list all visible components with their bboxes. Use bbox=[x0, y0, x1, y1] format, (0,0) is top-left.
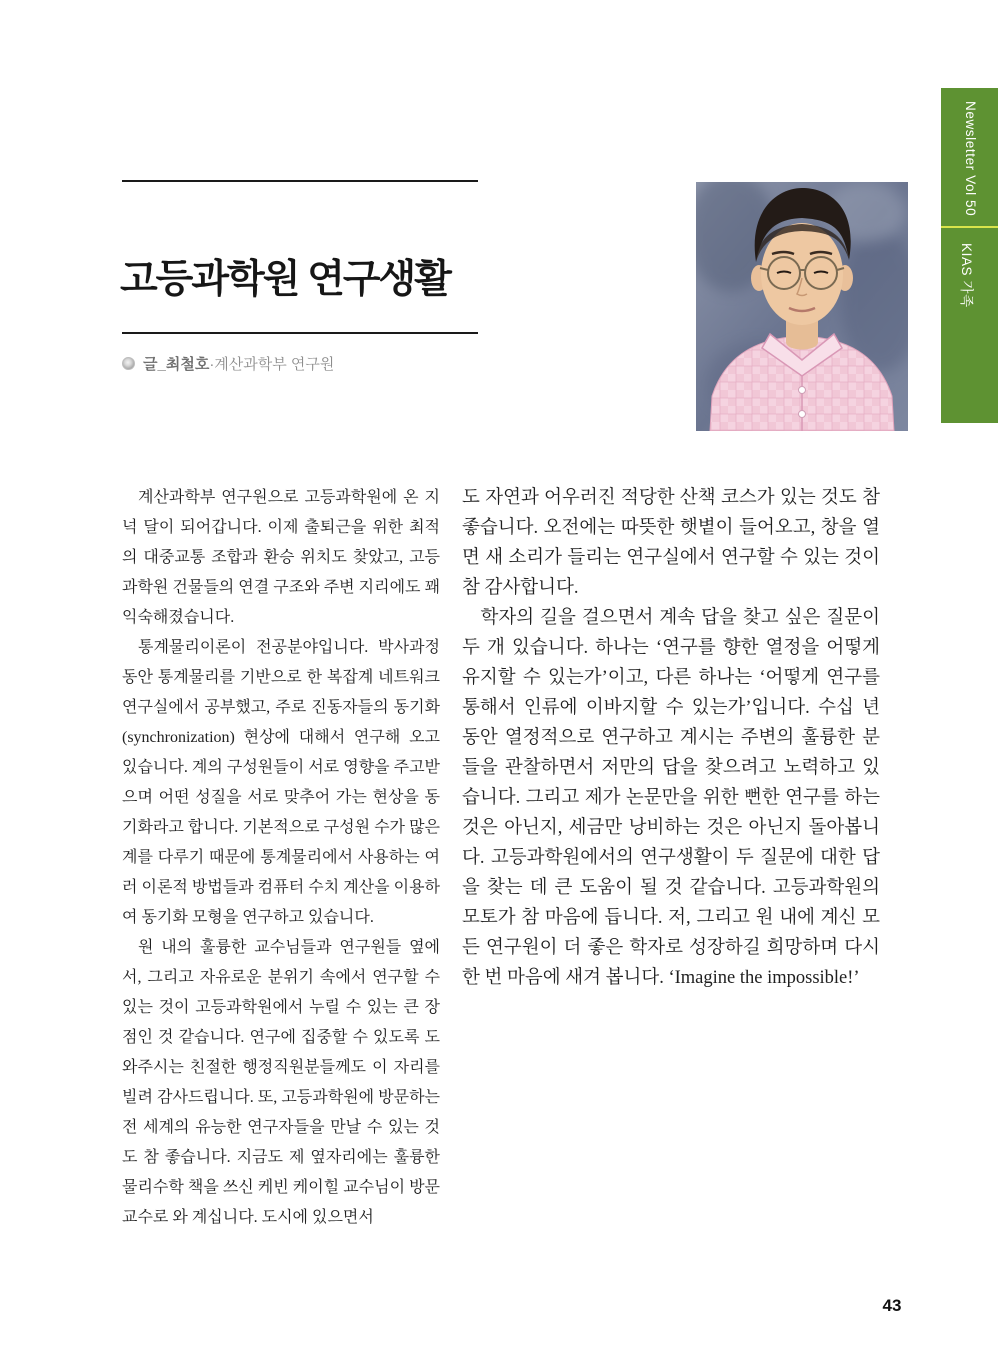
section-label: KIAS 가족 bbox=[959, 243, 974, 308]
paragraph: 원 내의 훌륭한 교수님들과 연구원들 옆에서, 그리고 자유로운 분위기 속에서 연구할 수 있는 것이 고등과학원에서 누릴 수 있는 큰 장점인 것 같습니다. 연구에 집중할 수 있도록 도와주시는 친절한 행정직원분들께도 이 자리를 빌려 감사드립니다. 또, 고등과학원에 방문하는 전 세계의 유능한 연구자들을 만날 수 있는 것도 참 좋습니다. 지금도 제 옆자리에는 훌륭한 물리수학 책을 쓰신 케빈 케이힐 교수님이 방문교수로 와 계십니다. 도시에 있으면서 bbox=[122, 939, 440, 1226]
author-portrait-photo bbox=[696, 182, 908, 431]
byline-author: 글_최철호 bbox=[143, 355, 210, 373]
newsletter-volume-label: Newsletter Vol 50 bbox=[963, 101, 978, 217]
paragraph: 학자의 길을 걸으면서 계속 답을 찾고 싶은 질문이 두 개 있습니다. 하나는 ‘연구를 향한 열정을 어떻게 유지할 수 있는가’이고, 다른 하나는 ‘어떻게 연구를 통해서 인류에 이바지할 수 있는가’입니다. 수십 년 동안 열정적으로 연구하고 계시는 주변의 훌륭한 분들을 관찰하면서 저만의 답을 찾으려고 노력하고 있습니다. 그리고 제가 논문만을 위한 뻔한 연구를 하는 것은 아닌지, 세금만 낭비하는 것은 아닌지 돌아봅니다. 고등과학원에서의 연구생활이 두 질문에 대한 답을 찾는 데 큰 도움이 될 것 같습니다. 고등과학원의 모토가 참 마음에 듭니다. 저, 그리고 원 내에 계신 모든 연구원이 더 좋은 학자로 성장하길 희망하며 다시 한 번 마음에 새겨 봅니다. ‘Imagine the impossible!’ bbox=[462, 608, 881, 988]
title-top-rule bbox=[122, 180, 478, 182]
page-title: 고등과학원 연구생활 bbox=[120, 258, 450, 302]
byline-affiliation: ·계산과학부 연구원 bbox=[209, 355, 335, 373]
article-column-right bbox=[462, 483, 880, 993]
page-number: 43 bbox=[882, 1296, 902, 1315]
byline-text bbox=[143, 353, 334, 374]
byline-bullet-icon bbox=[122, 357, 135, 370]
portrait-illustration bbox=[696, 182, 908, 431]
paragraph-continuation: 도 자연과 어우러진 적당한 산책 코스가 있는 것도 참 좋습니다. 오전에는 따뜻한 햇볕이 들어오고, 창을 열면 새 소리가 들리는 연구실에서 연구할 수 있는 것이 참 감사합니다. bbox=[462, 488, 880, 598]
paragraph: 계산과학부 연구원으로 고등과학원에 온 지 넉 달이 되어갑니다. 이제 출퇴근을 위한 최적의 대중교통 조합과 환승 위치도 찾았고, 고등과학원 건물들의 연결 구조와 주변 지리에도 꽤 익숙해졌습니다. bbox=[122, 489, 440, 626]
title-bottom-rule bbox=[122, 332, 478, 334]
edge-tab-divider bbox=[941, 226, 998, 228]
paragraph: 통계물리이론이 전공분야입니다. 박사과정 동안 통계물리를 기반으로 한 복잡계 네트워크 연구실에서 공부했고, 주로 진동자들의 동기화(synchronization) 현상에 대해서 연구해 오고 있습니다. 계의 구성원들이 서로 영향을 주고받으며 어떤 성질을 서로 맞추어 가는 현상을 동기화라고 합니다. 기본적으로 구성원 수가 많은 계를 다루기 때문에 통계물리에서 사용하는 여러 이론적 방법들과 컴퓨터 수치 계산을 이용하여 동기화 모형을 연구하고 있습니다. bbox=[122, 639, 440, 926]
byline bbox=[122, 353, 522, 373]
article-column-left bbox=[122, 483, 440, 1233]
